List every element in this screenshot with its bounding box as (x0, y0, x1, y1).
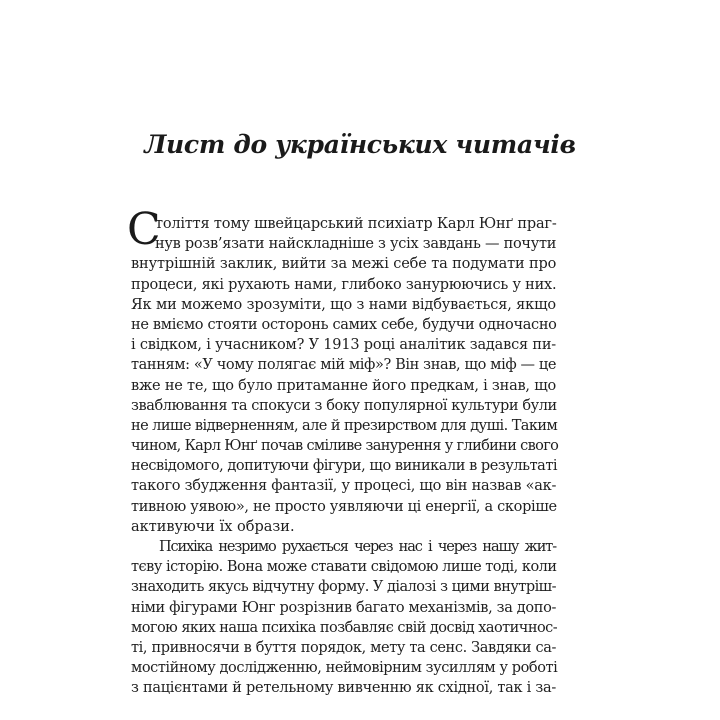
text-line: вже не те, що було притаманне його предкам, і знав, що (131, 377, 556, 394)
paragraph-1 (127, 204, 559, 537)
page-title: Лист до українських читачів (144, 130, 576, 159)
text-line: не лише відверненням, але й презирством для душі. Таким (131, 417, 558, 434)
text-line: внутрішній заклик, вийти за межі себе та подумати про (131, 256, 557, 273)
body-text (127, 204, 559, 699)
text-line: тєву історію. Вона може ставати свідомою лише тоді, коли (131, 559, 557, 576)
drop-cap: С (127, 204, 161, 255)
text-line: Психіка незримо рухається через нас і через нашу жит- (159, 539, 556, 555)
text-line: з пацієнтами й ретельному вивченню як східної, так і за- (131, 680, 557, 697)
text-line: нув розв’язати найскладніше з усіх завдань — почути (155, 236, 557, 253)
text-line: Як ми можемо зрозуміти, що з нами відбувається, якщо (131, 296, 556, 313)
text-line: зваблювання та спокуси з боку популярної культури були (131, 397, 557, 414)
text-line: процеси, які рухають нами, глибоко занурюючись у них. (131, 276, 557, 293)
text-line: могою яких наша психіка позбавляє свій досвід хаотичнос- (131, 619, 558, 636)
text-line: не вміємо стояти осторонь самих себе, будучи одночасно (131, 316, 557, 333)
text-line: танням: «У чому полягає мій міф»? Він знав, що міф — це (131, 357, 557, 374)
text-line: чином, Карл Юнґ почав сміливе занурення у глибини свого (131, 438, 559, 455)
text-line: ті, привносячи в буття порядок, мету та сенс. Завдяки са- (131, 639, 556, 656)
paragraph-2 (131, 537, 556, 699)
text-line: знаходить якусь відчутну форму. У діалозі з цими внутріш- (131, 579, 556, 596)
text-line: толіття тому швейцарський психіатр Карл Юнґ праг- (155, 216, 557, 232)
text-line: несвідомого, допитуючи фігури, що виникали в результаті (131, 458, 558, 475)
text-line: такого збудження фантазії, у процесі, що він назвав «ак- (131, 478, 557, 495)
text-line: тивною уявою», не просто уявляючи ці енергії, а скоріше (131, 498, 557, 515)
text-line: і свідком, і учасником? У 1913 році аналітик задався пи- (131, 337, 556, 354)
text-line: німи фігурами Юнг розрізнив багато механізмів, за допо- (131, 599, 557, 616)
text-line: активуючи їх образи. (131, 518, 295, 535)
text-line: мостійному дослідженню, неймовірним зусиллям у роботі (131, 660, 558, 677)
